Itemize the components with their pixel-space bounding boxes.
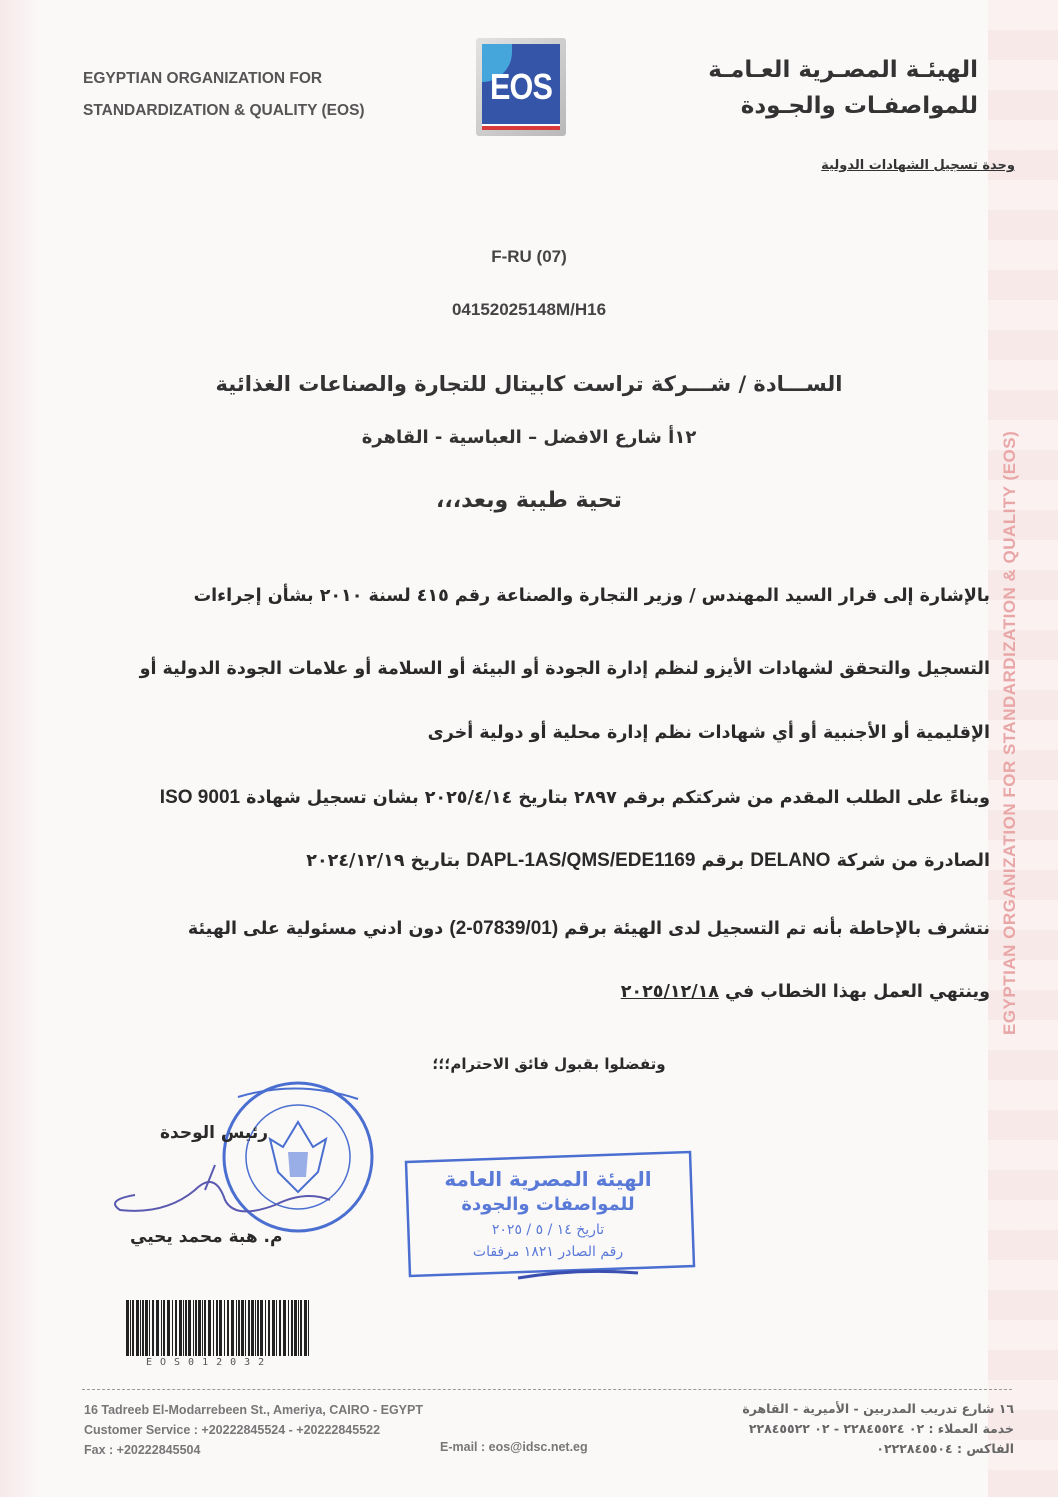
footer-divider [82, 1389, 1012, 1390]
footer-address-en: 16 Tadreeb El-Modarrebeen St., Ameriya, CAIRO - EGYPT [84, 1403, 423, 1417]
stamp-line-1: الهيئة المصرية العامة [444, 1167, 652, 1191]
footer-fax-en: Fax : +20222845504 [84, 1443, 201, 1457]
iso-standard: ISO 9001 [159, 787, 241, 808]
body-line-5 [70, 850, 990, 872]
footer-en [84, 1400, 423, 1460]
addressee-address: ١٢أ شارع الافضل – العباسية - القاهرة [361, 427, 697, 448]
barcode-bar [175, 1300, 177, 1356]
org-name-ar [708, 52, 978, 124]
barcode-bar [260, 1300, 263, 1356]
barcode-bar [245, 1300, 246, 1356]
barcode-bar [298, 1300, 299, 1356]
org-name-ar-line2: للمواصفـات والجـودة [740, 93, 978, 119]
barcode-bar [304, 1300, 307, 1356]
org-name-ar-line1: الهيئـة المصـرية العـامـة [708, 57, 978, 83]
barcode-bar [142, 1300, 144, 1356]
registration-text: نتشرف بالإحاطة بأنه تم التسجيل لدى الهيئة برقم [564, 919, 990, 939]
barcode-bar [213, 1300, 214, 1356]
barcode-bar [241, 1300, 244, 1356]
barcode-bar [132, 1300, 134, 1356]
barcode-bar [255, 1300, 256, 1356]
eos-logo [476, 38, 566, 136]
barcode-bar [204, 1300, 206, 1356]
barcode-bar [308, 1300, 309, 1356]
barcode-bar [276, 1300, 277, 1356]
org-name-en-line2: STANDARDIZATION & QUALITY (EOS) [83, 102, 365, 119]
barcode-bar [216, 1300, 218, 1356]
footer-customer-service-en: Customer Service : +20222845524 - +20222845522 [84, 1423, 381, 1437]
barcode-bar [224, 1300, 225, 1356]
barcode-bar [198, 1300, 201, 1356]
barcode-bar [265, 1300, 266, 1356]
barcode-bar [279, 1300, 281, 1356]
footer-email[interactable]: E-mail : eos@idsc.net.eg [440, 1440, 588, 1454]
barcode-number: EOS012032 [146, 1357, 273, 1368]
barcode-bar [208, 1300, 211, 1356]
barcode-bar [219, 1300, 222, 1356]
expiry-date: ٢٠٢٥/١٢/١٨ [620, 982, 719, 1002]
barcode-bar [288, 1300, 289, 1356]
barcode-bar [294, 1300, 297, 1356]
barcode-bar [227, 1300, 229, 1356]
org-name-en [83, 63, 365, 127]
registration-number: (07839/01-2) [449, 918, 559, 939]
closing-salutation: وتفضلوا بقبول فائق الاحترام؛؛؛ [432, 1055, 666, 1073]
org-name-en-line1: EGYPTIAN ORGANIZATION FOR [83, 70, 323, 87]
barcode-bar [185, 1300, 187, 1356]
body-line-1: بالإشارة إلى قرار السيد المهندس / وزير التجارة والصناعة رقم ٤١٥ لسنة ٢٠١٠ بشأن إجراءات [193, 586, 990, 606]
certificate-number: DAPL-1AS/QMS/EDE1169 [466, 850, 696, 871]
body-line-2: التسجيل والتحقق لشهادات الأيزو لنظم إدارة الجودة أو البيئة أو السلامة أو علامات الجودة الدولية أو [139, 659, 990, 679]
barcode-bar [300, 1300, 302, 1356]
form-code: F-RU (07) [491, 247, 567, 266]
barcode-bar [156, 1300, 159, 1356]
body-line-6 [70, 918, 990, 940]
barcode-bar [179, 1300, 182, 1356]
certificate-date: بتاريخ ٢٠٢٤/١٢/١٩ [306, 851, 461, 871]
barcode-bar [283, 1300, 286, 1356]
disclaimer-text: دون ادني مسئولية على الهيئة [187, 919, 444, 939]
page-border-right [988, 0, 1058, 1497]
barcode-bar [291, 1300, 293, 1356]
footer-ar [742, 1399, 1014, 1459]
body-line-4 [70, 787, 990, 809]
barcode-bar [231, 1300, 234, 1356]
greeting: تحية طيبة وبعد،،، [436, 488, 622, 513]
barcode-bar [161, 1300, 162, 1356]
barcode [124, 1300, 314, 1356]
barcode-bar [145, 1300, 148, 1356]
stamp-line-2: للمواصفات والجودة [461, 1194, 635, 1215]
handwritten-signature [105, 1160, 335, 1230]
barcode-bar [195, 1300, 197, 1356]
barcode-bar [130, 1300, 131, 1356]
request-text: وبناءً على الطلب المقدم من شركتكم برقم ٢٨٩٧ بتاريخ ٢٠٢٥/٤/١٤ بشان تسجيل شهادة [246, 788, 990, 808]
footer-customer-service-ar: خدمة العملاء : ٠٢ ٢٢٨٤٥٥٢٤ - ٠٢ ٢٢٨٤٥٥٢٢ [748, 1421, 1014, 1436]
stamp-date: تاريخ ١٤ / ٥ / ٢٠٢٥ [491, 1222, 605, 1238]
barcode-bar [238, 1300, 240, 1356]
barcode-bar [188, 1300, 191, 1356]
barcode-bar [236, 1300, 237, 1356]
number-label: برقم [701, 851, 745, 871]
barcode-bar [126, 1300, 129, 1356]
outgoing-stamp [398, 1148, 698, 1282]
barcode-bar [163, 1300, 165, 1356]
barcode-bar [193, 1300, 194, 1356]
page-border-left [0, 0, 40, 1497]
barcode-bar [202, 1300, 203, 1356]
barcode-bar [140, 1300, 141, 1356]
addressee-name: الســـادة / شـــركة تراست كابيتال للتجارة والصناعات الغذائية [215, 372, 843, 396]
barcode-bar [257, 1300, 259, 1356]
logo-text: EOS [489, 66, 553, 107]
footer-fax-ar: الفاكس : ٠٢٢٢٨٤٥٥٠٤ [876, 1441, 1014, 1456]
expiry-text: وينتهي العمل بهذا الخطاب في [725, 982, 990, 1002]
issuer-name: DELANO [750, 850, 831, 871]
department-name: وحدة تسجيل الشهادات الدولية [821, 158, 1015, 173]
barcode-bar [272, 1300, 275, 1356]
issued-by-text: الصادرة من شركة [836, 851, 990, 871]
barcode-bar [149, 1300, 150, 1356]
barcode-bar [183, 1300, 184, 1356]
stamp-outgoing-number: رقم الصادر ١٨٢١ مرفقات [472, 1244, 624, 1260]
barcode-bar [167, 1300, 170, 1356]
barcode-bar [268, 1300, 270, 1356]
barcode-bar [251, 1300, 254, 1356]
barcode-bar [248, 1300, 250, 1356]
body-line-7 [70, 982, 990, 1002]
signatory-name: م. هبة محمد يحيي [130, 1227, 283, 1247]
barcode-bar [136, 1300, 139, 1356]
barcode-bar [152, 1300, 154, 1356]
signatory-title: رئيس الوحدة [160, 1123, 269, 1143]
barcode-bar [172, 1300, 173, 1356]
letter-number: 04152025148M/H16 [451, 300, 607, 319]
side-watermark: EGYPTIAN ORGANIZATION FOR STANDARDIZATION & QUALITY (EOS) [1000, 430, 1019, 1035]
body-line-3: الإقليمية أو الأجنبية أو أي شهادات نظم إدارة محلية أو دولية أخرى [427, 723, 990, 743]
footer-address-ar: ١٦ شارع تدريب المدربين - الأميرية - القاهرة [742, 1401, 1014, 1416]
